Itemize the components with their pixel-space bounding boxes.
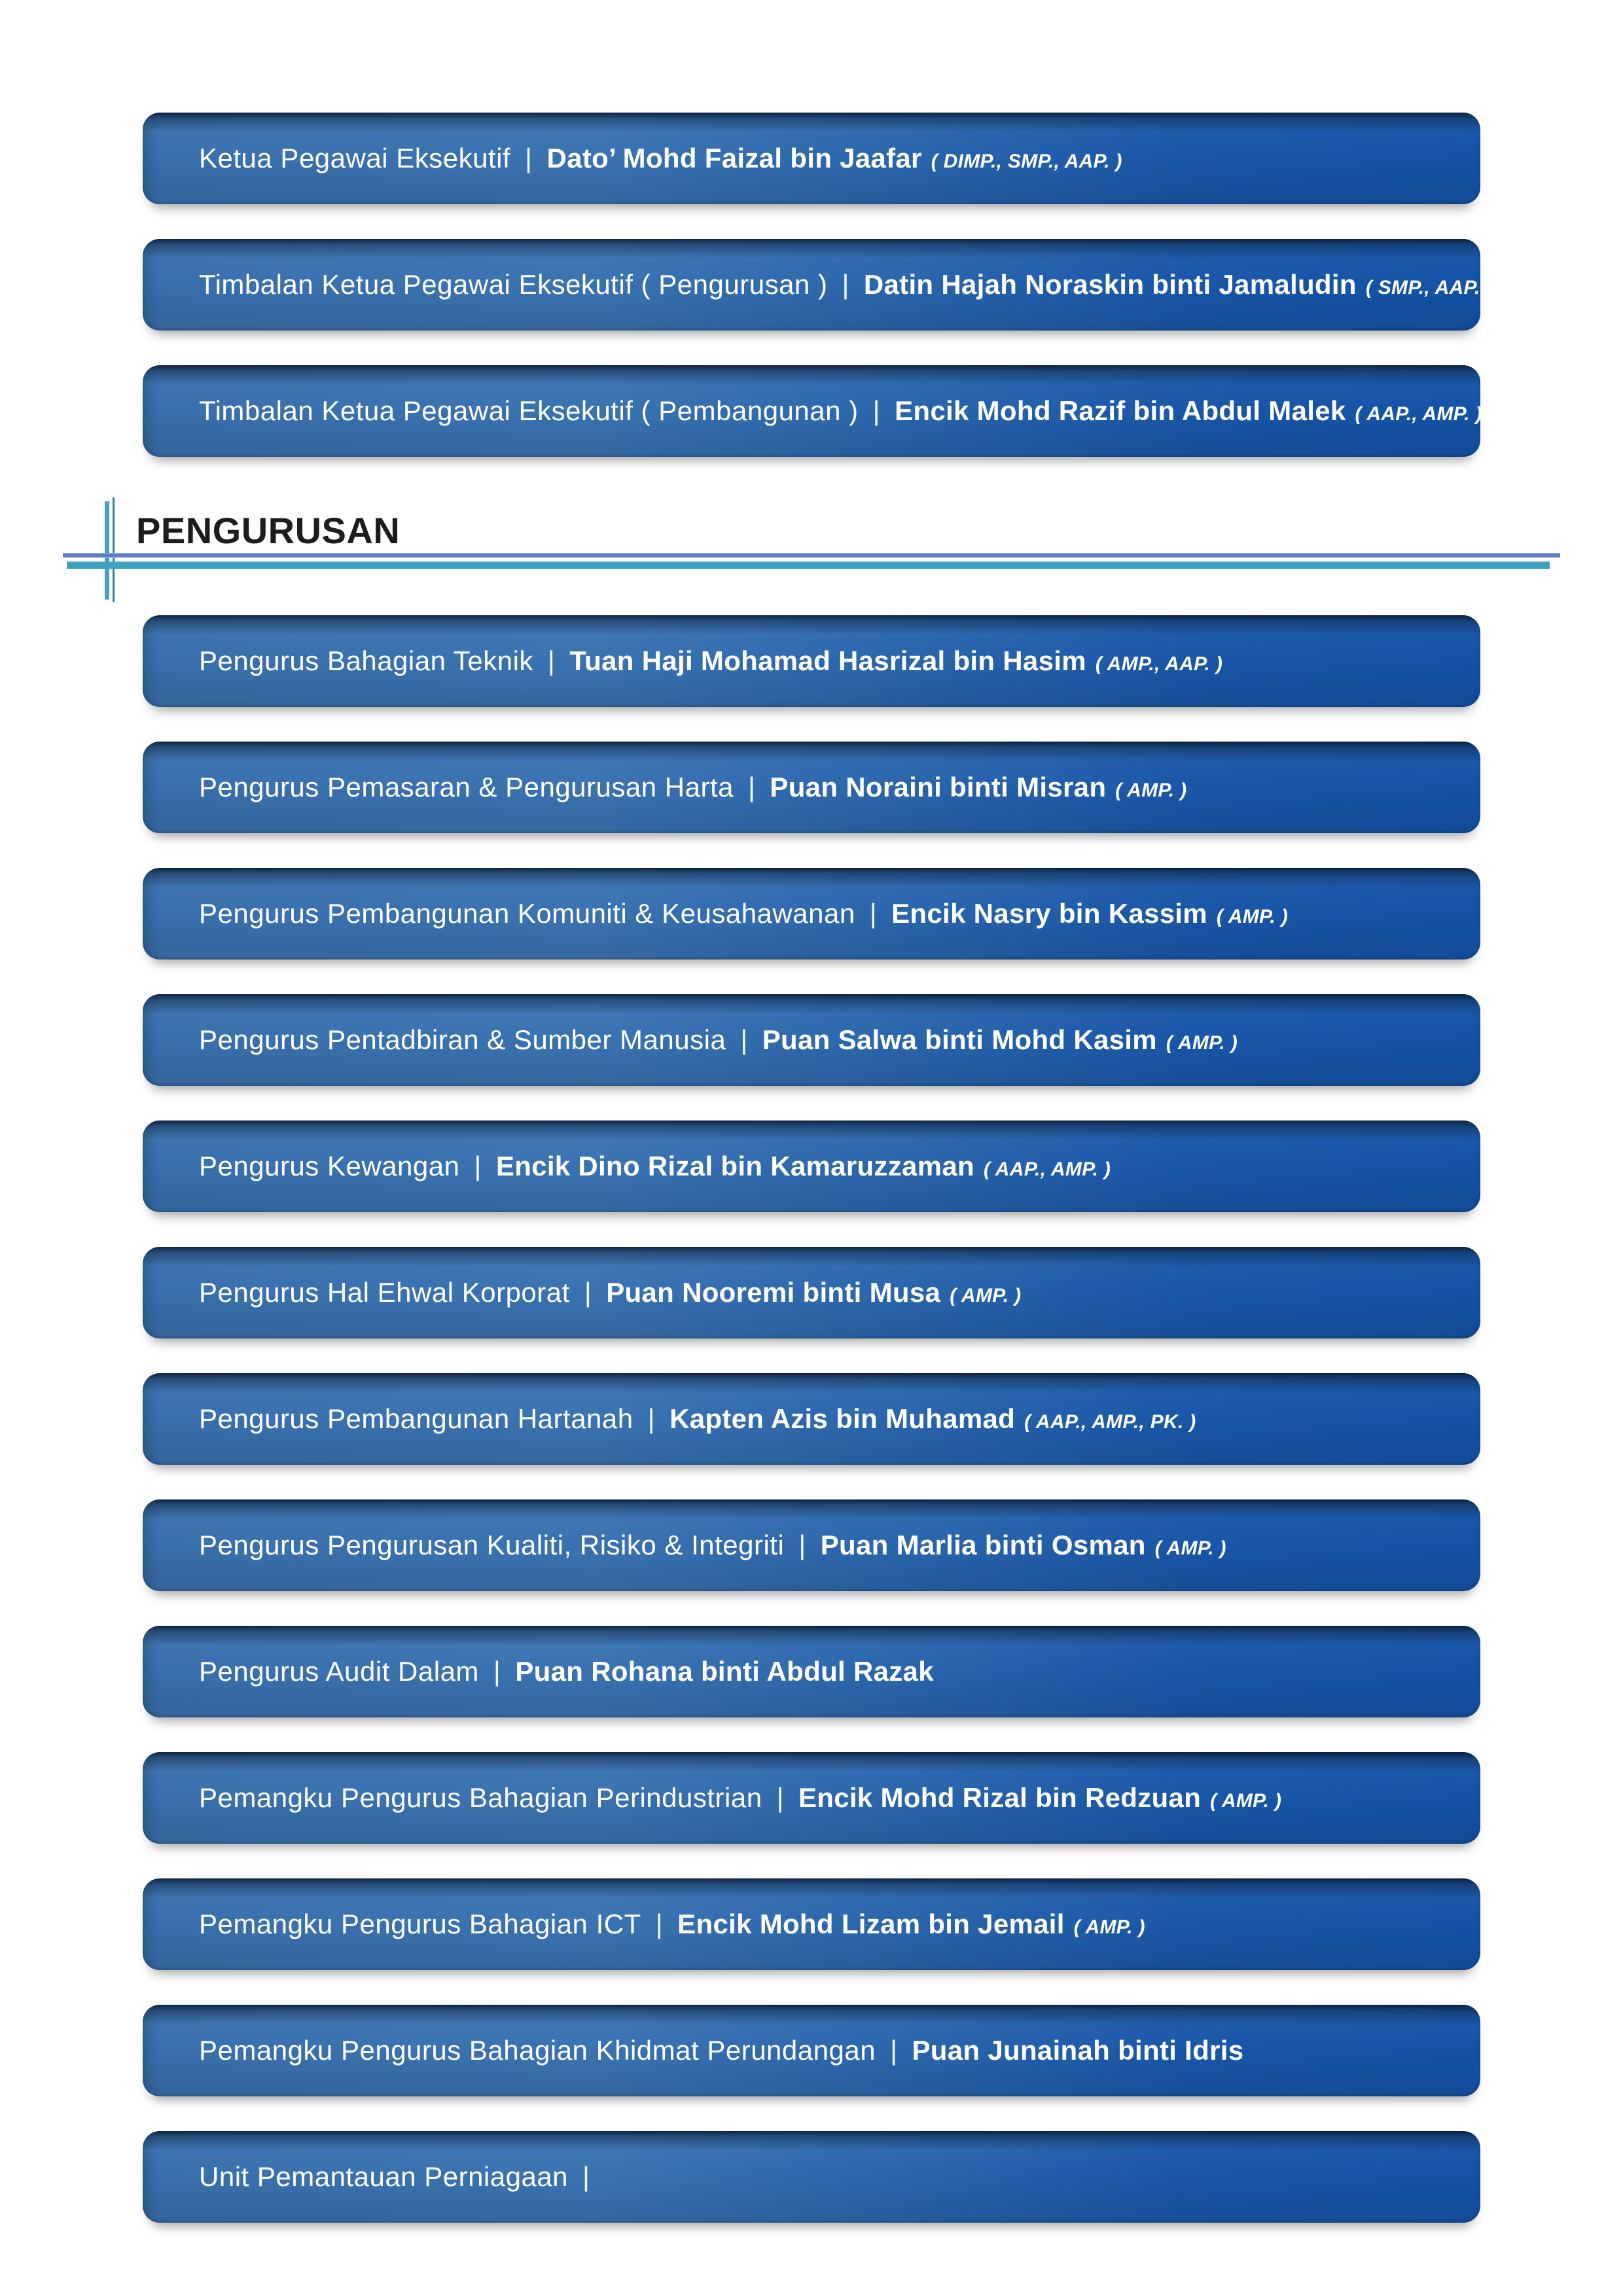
honorifics: ( AMP. ) — [1210, 1790, 1282, 1812]
position-title: Pemangku Pengurus Bahagian ICT — [199, 1909, 641, 1939]
person-name: Puan Junainah binti Idris — [912, 2035, 1244, 2066]
position-title: Pemangku Pengurus Bahagian Perindustrian — [199, 1782, 762, 1813]
separator: | — [493, 1656, 501, 1687]
position-bar-text — [199, 1530, 1461, 1561]
separator: | — [474, 1151, 482, 1181]
position-bar-text — [199, 1024, 1461, 1056]
honorifics: ( AAP., AMP. ) — [1355, 403, 1482, 425]
honorifics: ( DIMP., SMP., AAP. ) — [931, 151, 1122, 172]
decor-vertical-line-thick — [105, 501, 109, 600]
separator: | — [798, 1530, 806, 1560]
decor-horizontal-line-teal — [67, 562, 1550, 569]
position-title: Pengurus Bahagian Teknik — [199, 645, 533, 676]
decor-vertical-line-thin — [113, 497, 115, 602]
position-bar-text — [199, 395, 1482, 427]
position-bar-text — [199, 645, 1461, 677]
honorifics: ( SMP., AAP. ) — [1365, 277, 1493, 298]
position-title: Timbalan Ketua Pegawai Eksekutif ( Pengurusan ) — [199, 269, 828, 300]
person-name: Tuan Haji Mohamad Hasrizal bin Hasim — [569, 645, 1086, 676]
separator: | — [740, 1024, 748, 1055]
position-bar-text — [199, 1782, 1461, 1814]
separator: | — [890, 2035, 898, 2066]
separator: | — [747, 772, 756, 802]
position-bar — [143, 2005, 1480, 2096]
position-title: Pengurus Audit Dalam — [199, 1656, 479, 1687]
honorifics: ( AMP. ) — [1115, 780, 1187, 801]
section-title: PENGURUSAN — [136, 510, 401, 551]
position-bar — [143, 2131, 1480, 2223]
separator: | — [647, 1403, 656, 1434]
person-name: Encik Mohd Razif bin Abdul Malek — [895, 395, 1346, 426]
position-title: Pengurus Pemasaran & Pengurusan Harta — [199, 772, 734, 802]
position-bar — [143, 994, 1480, 1086]
honorifics: ( AMP., AAP. ) — [1095, 653, 1223, 675]
honorifics: ( AMP. ) — [1154, 1537, 1226, 1559]
position-bar — [143, 1499, 1480, 1591]
position-bar-text — [199, 1277, 1461, 1308]
position-bar-text — [199, 898, 1461, 929]
separator: | — [869, 898, 878, 929]
person-name: Puan Noraini binti Misran — [770, 772, 1107, 802]
person-name: Puan Rohana binti Abdul Razak — [515, 1656, 934, 1687]
position-bar — [143, 742, 1480, 833]
position-title: Pemangku Pengurus Bahagian Khidmat Perundangan — [199, 2035, 876, 2066]
separator: | — [842, 269, 849, 300]
person-name: Encik Mohd Lizam bin Jemail — [677, 1909, 1065, 1939]
honorifics: ( AAP., AMP. ) — [983, 1158, 1111, 1180]
position-bar-text — [199, 772, 1461, 803]
position-bar — [143, 1626, 1480, 1717]
separator: | — [582, 2161, 590, 2192]
position-bar-text — [199, 2035, 1461, 2066]
position-bar — [143, 365, 1480, 457]
position-bar-text — [199, 2161, 1461, 2193]
position-bar-text — [199, 143, 1461, 174]
position-bar-text — [199, 1403, 1461, 1435]
separator: | — [525, 143, 533, 173]
position-title: Timbalan Ketua Pegawai Eksekutif ( Pembangunan ) — [199, 395, 859, 426]
person-name: Puan Marlia binti Osman — [820, 1530, 1146, 1560]
position-bar-text — [199, 269, 1493, 300]
position-bar — [143, 615, 1480, 707]
honorifics: ( AMP. ) — [1073, 1916, 1145, 1938]
position-bar — [143, 1752, 1480, 1844]
honorifics: ( AMP. ) — [950, 1285, 1022, 1306]
position-bar — [143, 1247, 1480, 1338]
person-name: Puan Salwa binti Mohd Kasim — [762, 1024, 1157, 1055]
position-bar — [143, 239, 1493, 331]
separator: | — [872, 395, 881, 426]
position-title: Ketua Pegawai Eksekutif — [199, 143, 511, 173]
honorifics: ( AAP., AMP., PK. ) — [1024, 1411, 1196, 1433]
position-title: Pengurus Pentadbiran & Sumber Manusia — [199, 1024, 726, 1055]
separator: | — [584, 1277, 592, 1308]
person-name: Encik Mohd Rizal bin Redzuan — [798, 1782, 1202, 1813]
position-bar-text — [199, 1151, 1461, 1182]
position-bar — [143, 113, 1480, 204]
position-bar — [143, 1373, 1480, 1465]
person-name: Encik Nasry bin Kassim — [891, 898, 1207, 929]
separator: | — [776, 1782, 784, 1813]
position-title: Pengurus Kewangan — [199, 1151, 460, 1181]
position-bar-text — [199, 1909, 1461, 1940]
separator: | — [655, 1909, 664, 1939]
position-bar-text — [199, 1656, 1461, 1687]
position-title: Pengurus Pembangunan Hartanah — [199, 1403, 633, 1434]
person-name: Dato’ Mohd Faizal bin Jaafar — [546, 143, 922, 173]
honorifics: ( AMP. ) — [1166, 1032, 1238, 1054]
position-title: Unit Pemantauan Perniagaan — [199, 2161, 569, 2192]
person-name: Datin Hajah Noraskin binti Jamaludin — [863, 269, 1357, 300]
position-bar — [143, 868, 1480, 960]
separator: | — [547, 645, 556, 676]
position-bar — [143, 1121, 1480, 1212]
position-title: Pengurus Pengurusan Kualiti, Risiko & Integriti — [199, 1530, 785, 1560]
position-title: Pengurus Hal Ehwal Korporat — [199, 1277, 570, 1308]
person-name: Kapten Azis bin Muhamad — [669, 1403, 1016, 1434]
position-bar — [143, 1878, 1480, 1970]
person-name: Encik Dino Rizal bin Kamaruzzaman — [495, 1151, 974, 1181]
person-name: Puan Nooremi binti Musa — [606, 1277, 941, 1308]
position-title: Pengurus Pembangunan Komuniti & Keusahawanan — [199, 898, 855, 929]
honorifics: ( AMP. ) — [1216, 906, 1288, 927]
decor-horizontal-line-blue — [63, 553, 1560, 558]
